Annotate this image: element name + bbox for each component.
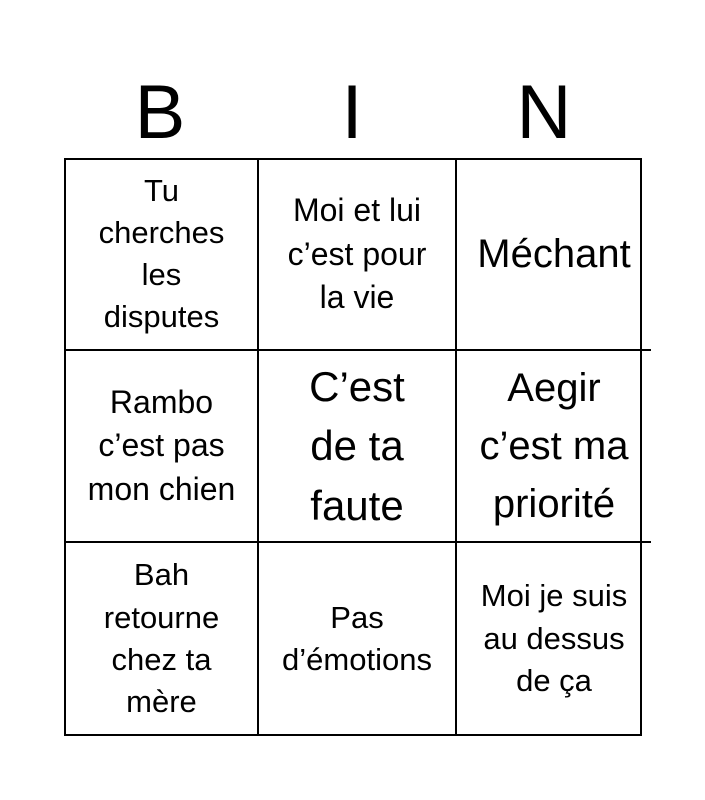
bingo-cell[interactable] <box>66 543 259 734</box>
bingo-cell[interactable] <box>259 543 457 734</box>
cell-text: Méchant <box>477 232 631 277</box>
header-letter-b: B <box>134 70 186 155</box>
bingo-header <box>64 68 640 158</box>
bingo-cell[interactable] <box>66 160 259 351</box>
cell-text: Aegir c’est ma priorité <box>479 366 629 526</box>
cell-text: Moi je suis au dessus de ça <box>480 578 628 698</box>
header-letter-i: I <box>341 70 363 155</box>
bingo-cell[interactable] <box>457 160 651 351</box>
bingo-cell[interactable] <box>259 160 457 351</box>
bingo-board <box>64 158 642 736</box>
bingo-cell[interactable] <box>457 543 651 734</box>
cell-text: C’est de ta faute <box>309 362 405 529</box>
bingo-cell[interactable] <box>457 351 651 544</box>
cell-text: Tu cherches les disputes <box>98 172 225 335</box>
header-letter-n: N <box>516 70 572 155</box>
cell-text: Pas d’émotions <box>282 599 432 677</box>
bingo-cell[interactable] <box>66 351 259 544</box>
cell-text: Bah retourne chez ta mère <box>103 557 220 719</box>
cell-text: Rambo c’est pas mon chien <box>87 383 236 507</box>
cell-text: Moi et lui c’est pour la vie <box>287 192 427 316</box>
bingo-cell[interactable] <box>259 351 457 544</box>
